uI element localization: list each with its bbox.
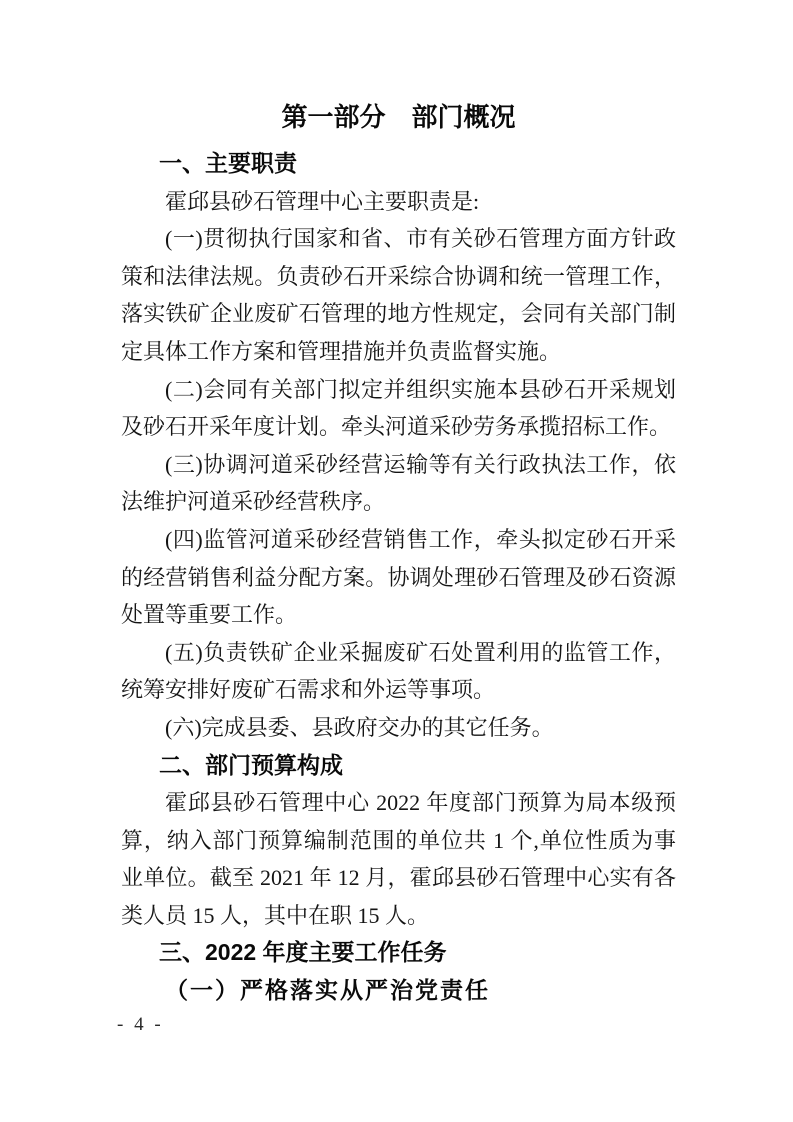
paragraph-duty-3: (三)协调河道采砂经营运输等有关行政执法工作，依法维护河道采砂经营秩序。 xyxy=(121,451,676,515)
page-number: - 4 - xyxy=(117,1014,164,1035)
document-body xyxy=(121,97,676,1010)
page-title: 第一部分 部门概况 xyxy=(281,102,516,132)
paragraph-duty-6: (六)完成县委、县政府交办的其它任务。 xyxy=(165,714,554,740)
paragraph-duty-4: (四)监管河道采砂经营销售工作，牵头拟定砂石开采的经营销售利益分配方案。协调处理砂石管理及砂石资源处置等重要工作。 xyxy=(121,526,676,628)
paragraph-budget-composition: 霍邱县砂石管理中心 2022 年度部门预算为局本级预算，纳入部门预算编制范围的单位共 1 个,单位性质为事业单位。截至 2021 年 12 月，霍邱县砂石管理中心实有各类人员 15 人，其中在职 15 人。 xyxy=(121,790,676,928)
paragraph-duty-1: (一)贯彻执行国家和省、市有关砂石管理方面方针政策和法律法规。负责砂石开采综合协调和统一管理工作，落实铁矿企业废矿石管理的地方性规定，会同有关部门制定具体工作方案和管理措施并负责监督实施。 xyxy=(121,226,676,364)
heading-party-discipline: （一）严格落实从严治党责任 xyxy=(165,978,490,1004)
paragraph-duty-2: (二)会同有关部门拟定并组织实施本县砂石开采规划及砂石开采年度计划。牵头河道采砂劳务承揽招标工作。 xyxy=(121,376,676,440)
heading-main-duties: 一、主要职责 xyxy=(159,150,297,176)
heading-budget-composition: 二、部门预算构成 xyxy=(159,751,343,778)
heading-2022-main-tasks: 三、2022 年度主要工作任务 xyxy=(159,939,447,966)
paragraph-duties-intro: 霍邱县砂石管理中心主要职责是: xyxy=(165,188,480,214)
paragraph-duty-5: (五)负责铁矿企业采掘废矿石处置利用的监管工作，统筹安排好废矿石需求和外运等事项。 xyxy=(121,639,676,703)
